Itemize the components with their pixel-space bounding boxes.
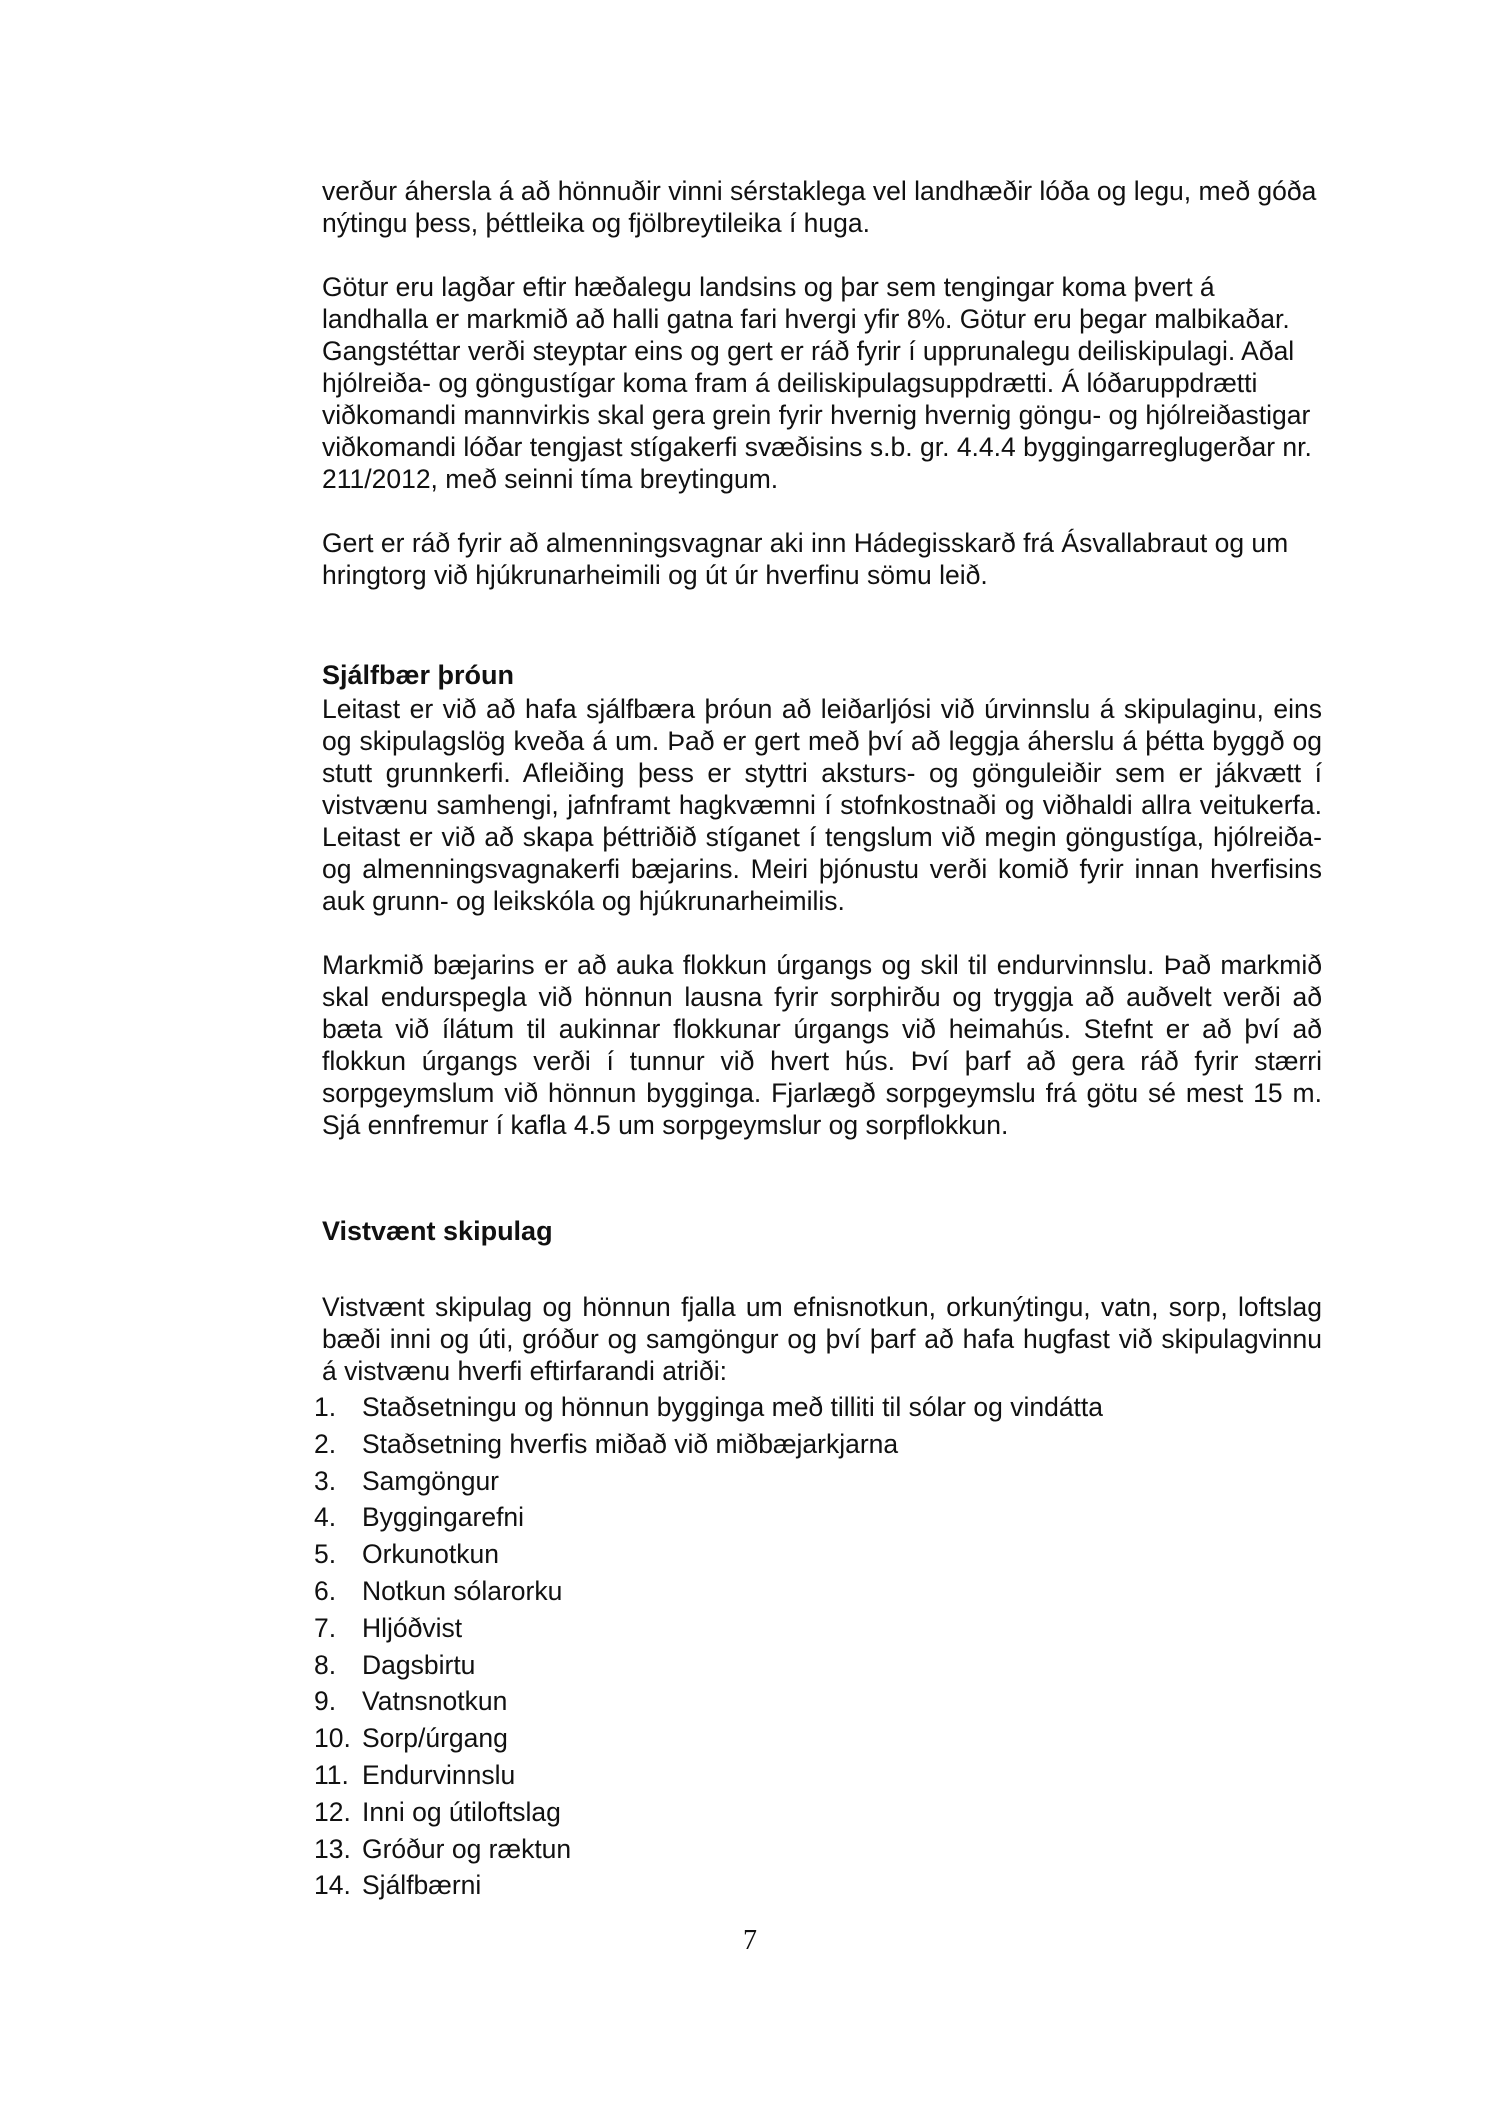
list-item: [314, 1538, 1322, 1575]
list-item: [314, 1465, 1322, 1502]
list-item-number: 6.: [314, 1575, 337, 1606]
list-item-number: 9.: [314, 1686, 337, 1717]
page-body: [314, 175, 1322, 1906]
list-item-text: Endurvinnslu: [362, 1759, 516, 1790]
section-heading-sustainable: Sjálfbær þróun: [322, 660, 515, 690]
list-item: [314, 1759, 1322, 1796]
list-item-text: Vatnsnotkun: [362, 1686, 508, 1717]
list-item-number: 8.: [314, 1649, 337, 1680]
list-item-text: Byggingarefni: [362, 1502, 525, 1533]
eco-planning-intro: Vistvænt skipulag og hönnun fjalla um efnisnotkun, orkunýtingu, vatn, sorp, loftslag bæði inni og úti, gróður og samgöngur og því þarf að hafa hugfast við skipulagvinnu á vistvænu hverfi eftirfarandi atriði:: [322, 1292, 1322, 1386]
list-item-number: 13.: [314, 1833, 351, 1864]
list-item-number: 7.: [314, 1612, 337, 1643]
list-item-text: Inni og útiloftslag: [362, 1796, 561, 1827]
list-item: [314, 1796, 1322, 1833]
intro-paragraph-1: verður áhersla á að hönnuðir vinni sérstaklega vel landhæðir lóða og legu, með góða nýtingu þess, þéttleika og fjölbreytileika í huga.: [322, 176, 1317, 238]
list-item-number: 2.: [314, 1428, 337, 1459]
list-item-number: 5.: [314, 1539, 337, 1570]
eco-planning-list: [314, 1391, 1322, 1906]
list-item-number: 1.: [314, 1392, 337, 1422]
list-item-text: Notkun sólarorku: [362, 1575, 563, 1606]
list-item: [314, 1685, 1322, 1722]
list-item-number: 11.: [314, 1759, 349, 1790]
list-item-text: Staðsetning hverfis miðað við miðbæjarkjarna: [362, 1428, 899, 1459]
list-item: [314, 1869, 1322, 1906]
list-item: [314, 1833, 1322, 1870]
list-item-text: Hljóðvist: [362, 1612, 463, 1643]
list-item: [314, 1649, 1322, 1686]
list-item-text: Sorp/úrgang: [362, 1723, 508, 1754]
section-heading-eco-planning: Vistvænt skipulag: [322, 1216, 553, 1246]
list-item: [314, 1501, 1322, 1538]
list-item-number: 4.: [314, 1502, 337, 1533]
sustainable-paragraph-1: Leitast er við að hafa sjálfbæra þróun að leiðarljósi við úrvinnslu á skipulaginu, eins og skipulagslög kveða á um. Það er gert með því að leggja áherslu á þétta byggð og stutt grunnkerfi. Afleiðing þess er styttri aksturs- og gönguleiðir sem er jákvætt í vistvænu samhengi, jafnframt hagkvæmni í stofnkostnaði og viðhaldi allra veitukerfa. Leitast er við að skapa þéttriðið stíganet í tengslum við megin göngustíga, hjólreiða- og almenningsvagnakerfi bæjarins. Meiri þjónustu verði komið fyrir innan hverfisins auk grunn- og leikskóla og hjúkrunarheimilis.: [322, 694, 1322, 916]
list-item-number: 12.: [314, 1796, 351, 1827]
intro-paragraph-buses: Gert er ráð fyrir að almenningsvagnar aki inn Hádegisskarð frá Ásvallabraut og um hringtorg við hjúkrunarheimili og út úr hverfinu sömu leið.: [322, 528, 1289, 590]
list-item: [314, 1391, 1322, 1428]
list-item-text: Samgöngur: [362, 1465, 500, 1496]
sustainable-paragraph-2: Markmið bæjarins er að auka flokkun úrgangs og skil til endurvinnslu. Það markmið skal endurspegla við hönnun lausna fyrir sorphirðu og tryggja að auðvelt verði að bæta við ílátum til aukinnar flokkunar úrgangs við heimahús. Stefnt er að því að flokkun úrgangs verði í tunnur við hvert hús. Því þarf að gera ráð fyrir stærri sorpgeymslum við hönnun bygginga. Fjarlægð sorpgeymslu frá götu sé mest 15 m. Sjá ennfremur í kafla 4.5 um sorpgeymslur og sorpflokkun.: [322, 950, 1322, 1140]
list-item-text: Dagsbirtu: [362, 1649, 476, 1680]
page-number: 7: [743, 1925, 757, 1956]
intro-paragraph-streets: Götur eru lagðar eftir hæðalegu landsins og þar sem tengingar koma þvert á landhalla er markmið að halli gatna fari hvergi yfir 8%. Götur eru þegar malbikaðar. Gangstéttar verði steyptar eins og gert er ráð fyrir í upprunalegu deiliskipulagi. Aðal hjólreiða- og göngustígar koma fram á deiliskipulagsuppdrætti. Á lóðaruppdrætti viðkomandi mannvirkis skal gera grein fyrir hvernig hvernig göngu- og hjólreiðastigar viðkomandi lóðar tengjast stígakerfi svæðisins s.b. gr. 4.4.4 byggingarreglugerðar nr. 211/2012, með seinni tíma breytingum.: [322, 272, 1312, 494]
list-item: [314, 1722, 1322, 1759]
list-item-text: Sjálfbærni: [362, 1870, 482, 1901]
list-item: [314, 1612, 1322, 1649]
list-item: [314, 1428, 1322, 1465]
list-item-text: Gróður og ræktun: [362, 1833, 572, 1864]
list-item-text: Orkunotkun: [362, 1539, 499, 1570]
list-item-number: 10.: [314, 1723, 351, 1754]
list-item-number: 14.: [314, 1870, 351, 1901]
list-item: [314, 1575, 1322, 1612]
list-item-number: 3.: [314, 1465, 337, 1496]
list-item-text: Staðsetningu og hönnun bygginga með tilliti til sólar og vindátta: [362, 1392, 1104, 1422]
